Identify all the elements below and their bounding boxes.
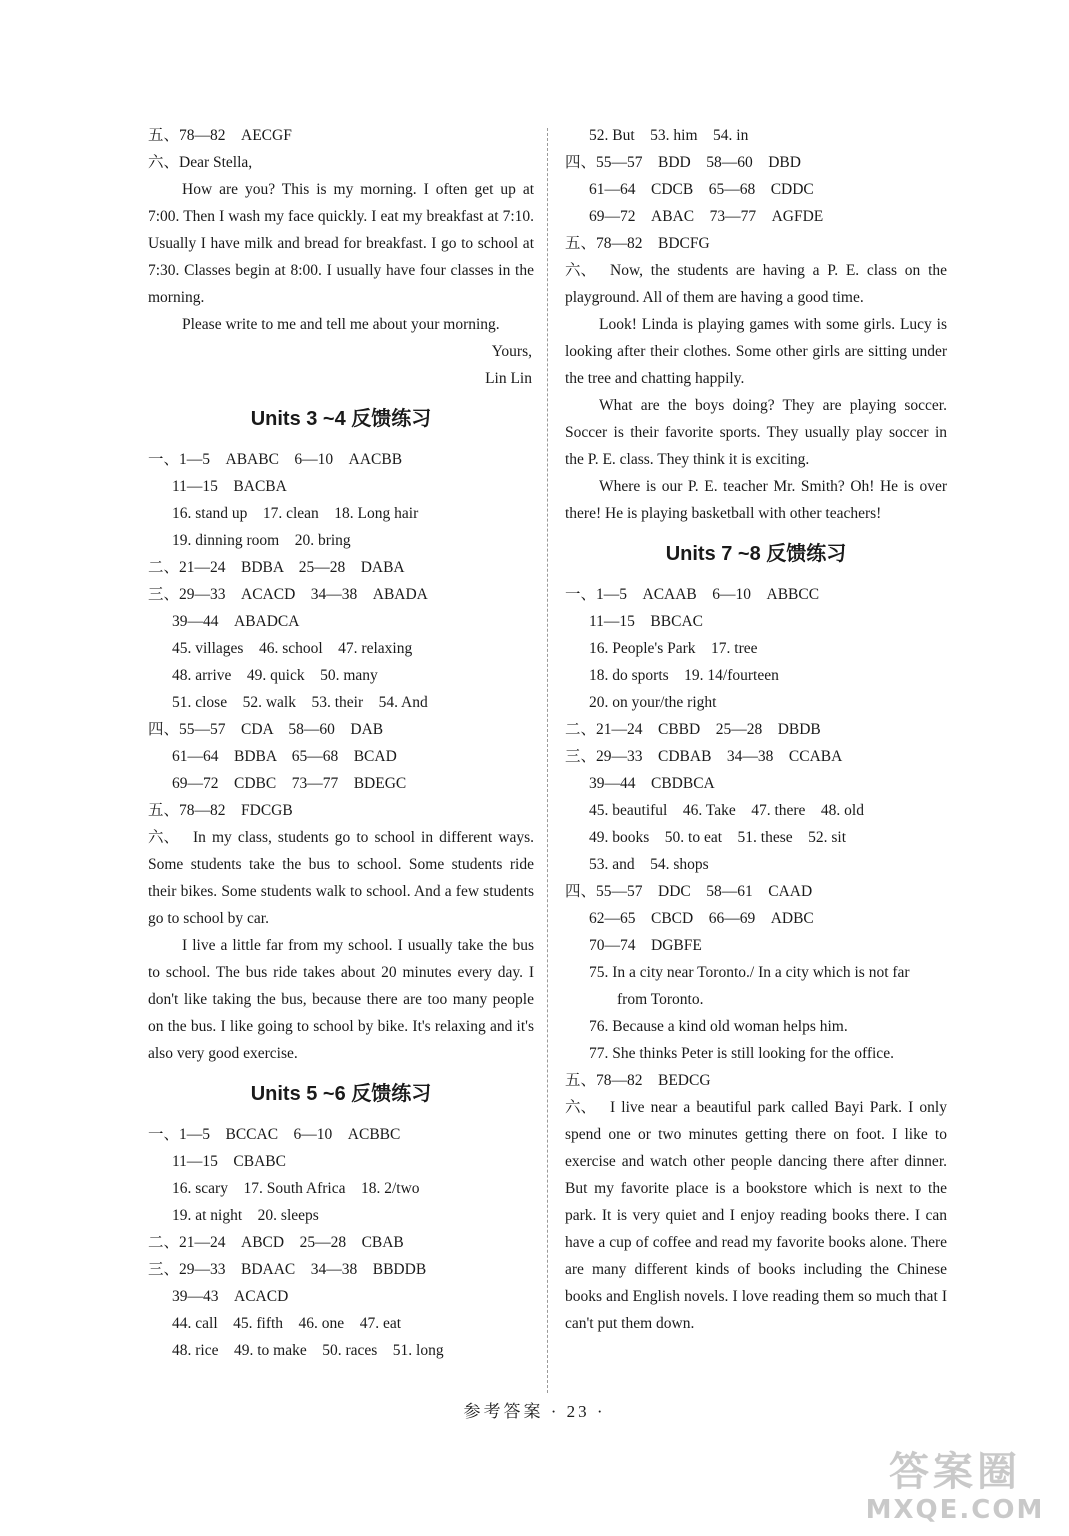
- answer-line: 五、78—82 BEDCG: [565, 1072, 711, 1089]
- column-divider: [547, 128, 548, 1393]
- answer-line: 19. at night 20. sleeps: [172, 1207, 319, 1224]
- answer-line: 48. rice 49. to make 50. races 51. long: [172, 1342, 444, 1359]
- answer-line: 11—15 CBABC: [172, 1153, 286, 1170]
- letter-paragraph: How are you? This is my morning. I often get up at 7:00. Then I wash my face quickly. I eat my breakfast at 7:10. Usually I have milk and bread for breakfast. I go to school at 7:30. Classes begin at 8:00. I usually have four classes in the morning.: [148, 181, 534, 306]
- left-column: [148, 122, 534, 1364]
- answer-line: 16. scary 17. South Africa 18. 2/two: [172, 1180, 420, 1197]
- letter-closing: Yours,: [491, 343, 532, 360]
- essay-paragraph: Where is our P. E. teacher Mr. Smith? Oh! He is over there! He is playing basketball with other teachers!: [565, 478, 947, 522]
- section-heading-units-3-4: Units 3 ~4 反馈练习: [250, 408, 432, 430]
- answer-line: 49. books 50. to eat 51. these 52. sit: [589, 829, 847, 846]
- answer-line: 48. arrive 49. quick 50. many: [172, 667, 378, 684]
- watermark-url: MXQE.COM: [865, 1495, 1045, 1525]
- answer-line: 一、1—5 BCCAC 6—10 ACBBC: [148, 1126, 401, 1143]
- answer-line: 53. and 54. shops: [589, 856, 709, 873]
- answer-line: 62—65 CBCD 66—69 ADBC: [589, 910, 814, 927]
- answer-line: 二、21—24 BDBA 25—28 DABA: [148, 559, 405, 576]
- watermark-logo: [855, 1448, 1055, 1528]
- answer-line: 52. But 53. him 54. in: [589, 127, 749, 144]
- answer-line: 一、1—5 ABABC 6—10 AACBB: [148, 451, 403, 468]
- essay-paragraph: [565, 1094, 947, 1337]
- answer-line: 五、78—82 FDCGB: [148, 802, 293, 819]
- answer-line: 70—74 DGBFE: [589, 937, 702, 954]
- essay-text: I live near a beautiful park called Bayi Park. I only spend one or two minutes getting there on foot. I like to exercise and watch other people dancing there after dinner. But my favorite place is a bookstore which is next to the park. It is very quiet and I enjoy reading books there. I can have a cup of coffee and read my favorite books alone. There are many different kinds of books including the Chinese books and English novels. I love reading them so much that I can't put them down.: [565, 1099, 947, 1332]
- answer-line: 二、21—24 CBBD 25—28 DBDB: [565, 721, 821, 738]
- answer-line: 76. Because a kind old woman helps him.: [589, 1018, 848, 1035]
- answer-line: 20. on your/the right: [589, 694, 717, 711]
- answer-line: 61—64 BDBA 65—68 BCAD: [172, 748, 397, 765]
- answer-line: 二、21—24 ABCD 25—28 CBAB: [148, 1234, 404, 1251]
- section-heading-units-5-6: Units 5 ~6 反馈练习: [250, 1083, 432, 1105]
- essay-paragraph: Look! Linda is playing games with some girls. Lucy is looking after their clothes. Some other girls are sitting under the tree and chatting happily.: [565, 316, 947, 387]
- answer-line: 三、29—33 CDBAB 34—38 CCABA: [565, 748, 843, 765]
- right-column: [565, 122, 947, 1337]
- answer-line: 39—44 ABADCA: [172, 613, 300, 630]
- answer-line: 16. People's Park 17. tree: [589, 640, 758, 657]
- page-number: · 23 ·: [550, 1402, 606, 1421]
- answer-line: 三、29—33 ACACD 34—38 ABADA: [148, 586, 428, 603]
- answer-line: 四、55—57 BDD 58—60 DBD: [565, 154, 801, 171]
- section-label: 六、: [565, 1099, 597, 1116]
- essay-paragraph: What are the boys doing? They are playing soccer. Soccer is their favorite sports. They usually play soccer in the P. E. class. They think it is exciting.: [565, 397, 947, 468]
- letter-greeting: 六、Dear Stella,: [148, 154, 253, 171]
- answer-line: 69—72 ABAC 73—77 AGFDE: [589, 208, 824, 225]
- footer-label: 参考答案: [463, 1402, 544, 1421]
- answer-line: 三、29—33 BDAAC 34—38 BBDDB: [148, 1261, 427, 1278]
- page-footer: [0, 1397, 1069, 1422]
- watermark-text: 答案圈: [889, 1449, 1021, 1495]
- answer-line: 一、1—5 ACAAB 6—10 ABBCC: [565, 586, 820, 603]
- answer-line: 四、55—57 DDC 58—61 CAAD: [565, 883, 813, 900]
- answer-line: 45. villages 46. school 47. relaxing: [172, 640, 413, 657]
- answer-line: 69—72 CDBC 73—77 BDEGC: [172, 775, 407, 792]
- answer-line: 39—43 ACACD: [172, 1288, 289, 1305]
- answer-line: 45. beautiful 46. Take 47. there 48. old: [589, 802, 864, 819]
- section-label: 六、: [565, 262, 597, 279]
- essay-paragraph: [148, 824, 534, 932]
- answer-line: 75. In a city near Toronto./ In a city which is not far: [589, 964, 910, 981]
- answer-line: 44. call 45. fifth 46. one 47. eat: [172, 1315, 402, 1332]
- answer-line: 77. She thinks Peter is still looking for the office.: [589, 1045, 894, 1062]
- essay-text: Now, the students are having a P. E. class on the playground. All of them are having a good time.: [565, 262, 947, 306]
- answer-line: 五、78—82 BDCFG: [565, 235, 710, 252]
- answer-line: 19. dinning room 20. bring: [172, 532, 351, 549]
- answer-line: 16. stand up 17. clean 18. Long hair: [172, 505, 419, 522]
- answer-line: 61—64 CDCB 65—68 CDDC: [589, 181, 814, 198]
- answer-line: 51. close 52. walk 53. their 54. And: [172, 694, 428, 711]
- answer-line: 四、55—57 CDA 58—60 DAB: [148, 721, 384, 738]
- answer-line: 11—15 BACBA: [172, 478, 287, 495]
- letter-signature: Lin Lin: [485, 370, 532, 387]
- essay-paragraph: [565, 257, 947, 311]
- section-heading-units-7-8: Units 7 ~8 反馈练习: [665, 543, 847, 565]
- answer-line: 39—44 CBDBCA: [589, 775, 715, 792]
- section-label: 六、: [148, 829, 180, 846]
- essay-text: In my class, students go to school in different ways. Some students take the bus to school. Some students ride their bikes. Some students walk to school. And a few students go to school by car.: [148, 829, 534, 927]
- answer-line: 18. do sports 19. 14/fourteen: [589, 667, 779, 684]
- essay-paragraph: I live a little far from my school. I usually take the bus to school. The bus ride takes about 20 minutes every day. I don't like taking the bus, because there are too many people on the bus. I like going to school by bike. It's relaxing and it's also very good exercise.: [148, 937, 534, 1062]
- letter-paragraph: Please write to me and tell me about your morning.: [182, 316, 500, 333]
- answer-line: 五、78—82 AECGF: [148, 127, 292, 144]
- answer-line: from Toronto.: [617, 991, 704, 1008]
- answer-line: 11—15 BBCAC: [589, 613, 703, 630]
